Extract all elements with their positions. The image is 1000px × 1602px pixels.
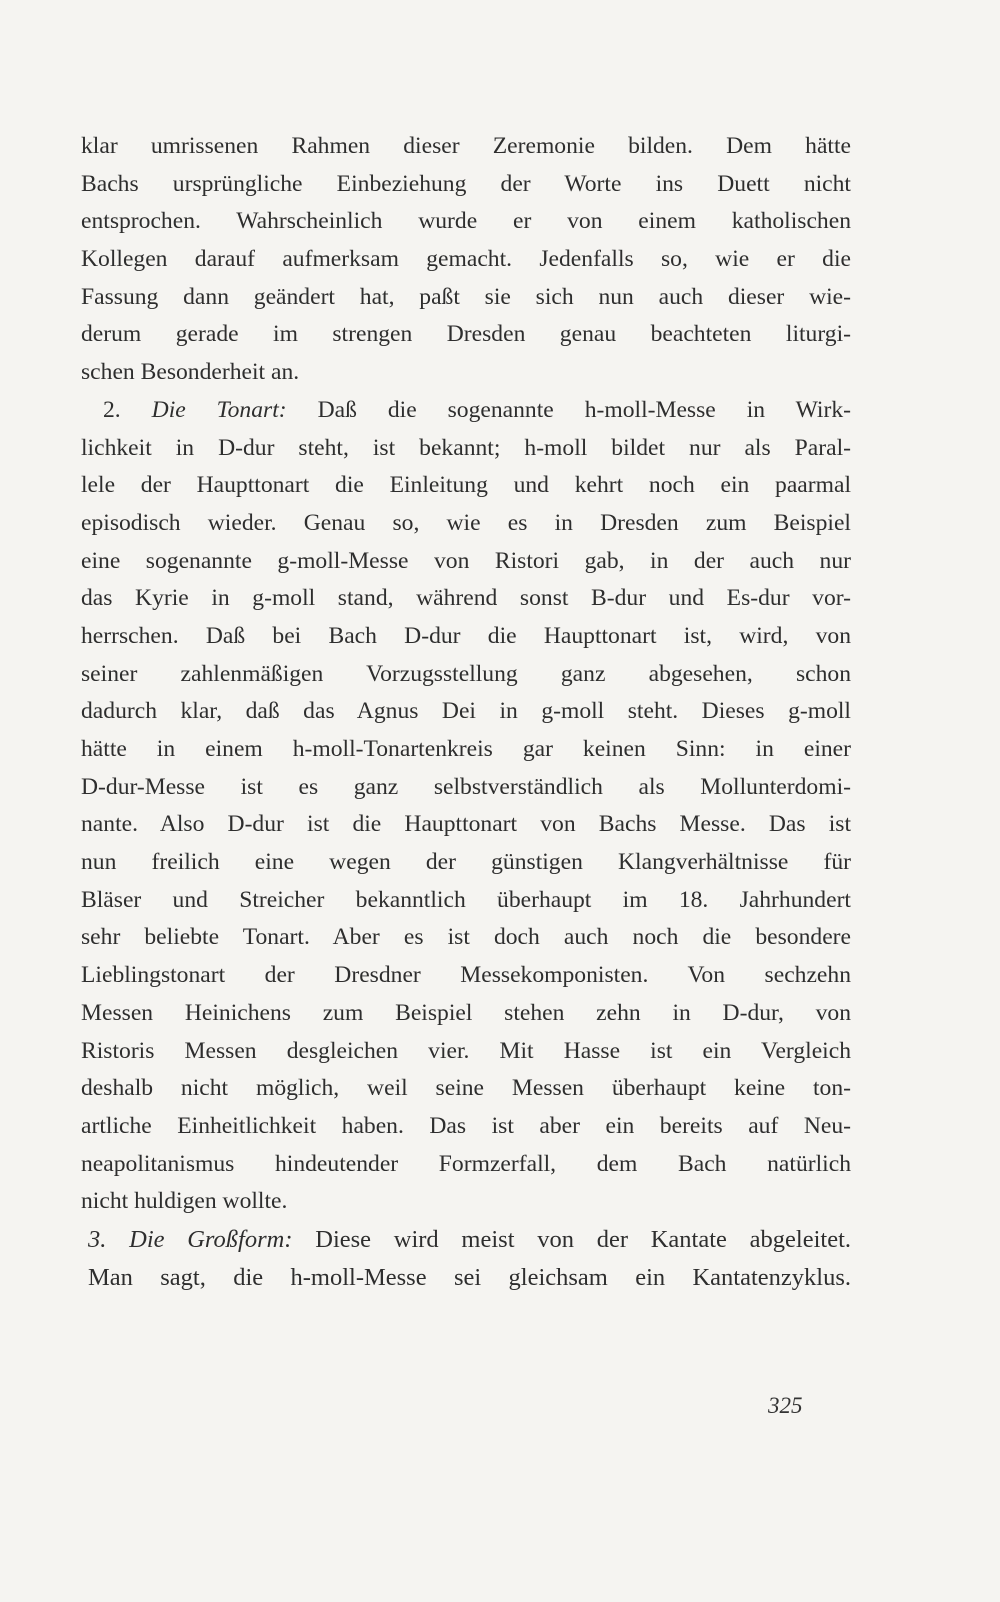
text-line: Messen Heinichens zum Beispiel stehen zehn in D-dur, von <box>81 999 851 1026</box>
text-line: derum gerade im strengen Dresden genau beachteten liturgi- <box>81 321 851 348</box>
section-2-first-line <box>81 392 851 430</box>
text-line: dadurch klar, daß das Agnus Dei in g-moll steht. Dieses g-moll <box>81 698 851 725</box>
section-2-paragraph <box>81 392 851 1221</box>
section-3-first-line-text: Diese wird meist von der Kantate abgeleitet. <box>315 1225 852 1253</box>
text-line: nante. Also D-dur ist die Haupttonart von Bachs Messe. Das ist <box>81 811 851 838</box>
text-line: Lieblingstonart der Dresdner Messekomponisten. Von sechzehn <box>81 962 851 989</box>
text-line: herrschen. Daß bei Bach D-dur die Haupttonart ist, wird, von <box>81 622 851 649</box>
text-line: deshalb nicht möglich, weil seine Messen überhaupt keine ton- <box>81 1075 851 1102</box>
text-line: hätte in einem h-moll-Tonartenkreis gar keinen Sinn: in einer <box>81 736 851 762</box>
section-3-paragraph <box>81 1221 851 1297</box>
text-line: schen Besonderheit an. <box>81 359 300 386</box>
text-line: Fassung dann geändert hat, paßt sie sich nun auch dieser wie- <box>81 283 851 310</box>
text-line: Ristoris Messen desgleichen vier. Mit Hasse ist ein Vergleich <box>81 1037 851 1064</box>
section-3-number: 3. <box>88 1225 107 1253</box>
paragraph-1 <box>81 128 851 392</box>
text-line: Kollegen darauf aufmerksam gemacht. Jedenfalls so, wie er die <box>81 246 851 273</box>
section-3-first-line <box>81 1221 851 1259</box>
text-line: Bläser und Streicher bekanntlich überhaupt im 18. Jahrhundert <box>81 886 851 913</box>
text-line: entsprochen. Wahrscheinlich wurde er von einem katholischen <box>81 208 851 235</box>
text-line: episodisch wieder. Genau so, wie es in Dresden zum Beispiel <box>81 509 851 536</box>
page-number: 325 <box>768 1393 803 1418</box>
section-2-first-line-text: Daß die sogenannte h-moll-Messe in Wirk- <box>317 396 851 423</box>
text-line: nicht huldigen wollte. <box>81 1188 288 1215</box>
section-3-heading: Die Großform: <box>129 1225 293 1253</box>
text-line: das Kyrie in g-moll stand, während sonst B-dur und Es-dur vor- <box>81 585 851 612</box>
text-line: sehr beliebte Tonart. Aber es ist doch auch noch die besondere <box>81 924 851 951</box>
section-2-number: 2. <box>103 396 121 423</box>
text-line: klar umrissenen Rahmen dieser Zeremonie bilden. Dem hätte <box>81 133 851 159</box>
text-line: lichkeit in D-dur steht, ist bekannt; h-moll bildet nur als Paral- <box>81 434 851 461</box>
text-line: seiner zahlenmäßigen Vorzugsstellung ganz abgesehen, schon <box>81 660 851 687</box>
body-text <box>81 128 851 1297</box>
text-line: nun freilich eine wegen der günstigen Klangverhältnisse für <box>81 849 851 876</box>
section-2-heading: Die Tonart: <box>151 396 287 423</box>
text-line: lele der Haupttonart die Einleitung und kehrt noch ein paarmal <box>81 472 851 499</box>
text-line: D-dur-Messe ist es ganz selbstverständlich als Mollunterdomi- <box>81 773 851 800</box>
text-line: Bachs ursprüngliche Einbeziehung der Worte ins Duett nicht <box>81 170 851 197</box>
text-line: neapolitanismus hindeutender Formzerfall, dem Bach natürlich <box>81 1150 851 1177</box>
text-line: eine sogenannte g-moll-Messe von Ristori gab, in der auch nur <box>81 547 851 574</box>
text-line: artliche Einheitlichkeit haben. Das ist aber ein bereits auf Neu- <box>81 1112 851 1139</box>
text-line: Man sagt, die h-moll-Messe sei gleichsam ein Kantatenzyklus. <box>88 1263 851 1291</box>
